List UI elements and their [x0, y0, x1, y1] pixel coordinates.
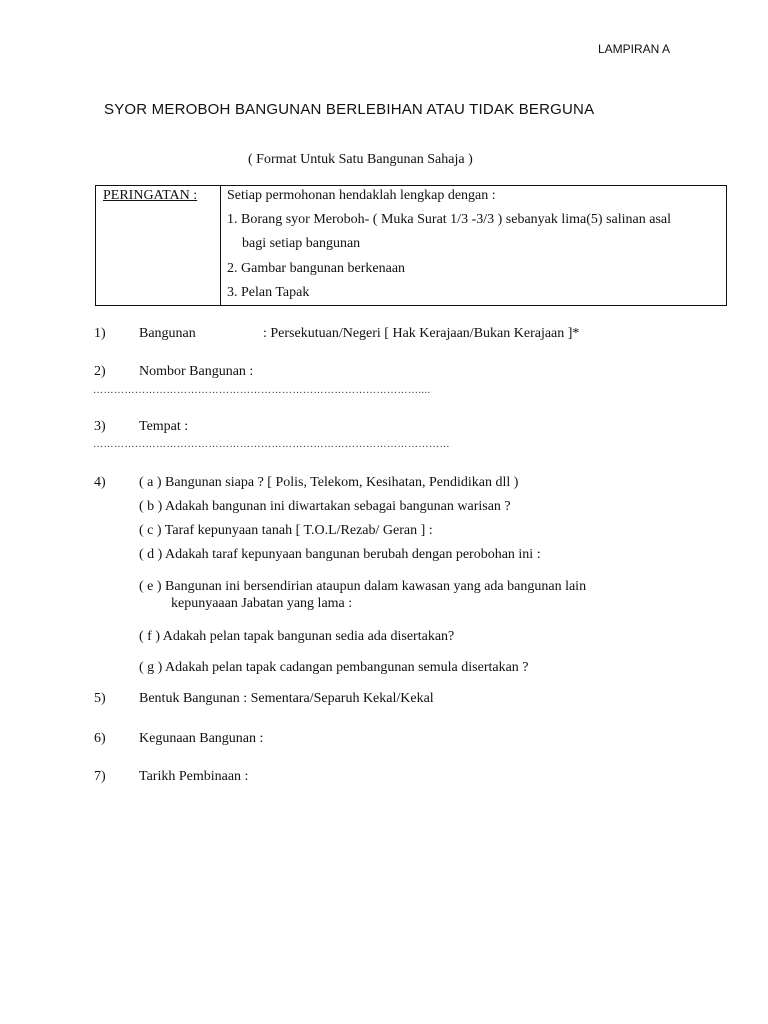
question-f: ( f ) Adakah pelan tapak bangunan sedia ada disertakan? [139, 629, 455, 644]
appendix-label: LAMPIRAN A [598, 42, 671, 56]
item-number: 3) [94, 419, 106, 434]
item-number: 6) [94, 731, 106, 746]
question-e-continued: kepunyaaan Jabatan yang lama : [171, 596, 353, 611]
warning-line: bagi setiap bangunan [242, 236, 361, 251]
item-number: 4) [94, 475, 106, 490]
item-label: Nombor Bangunan : [139, 364, 254, 379]
item-number: 7) [94, 769, 106, 784]
item-number: 1) [94, 326, 106, 341]
question-d: ( d ) Adakah taraf kepunyaan bangunan berubah dengan perobohan ini : [139, 547, 541, 562]
warning-line: Setiap permohonan hendaklah lengkap dengan : [227, 188, 496, 203]
item-label: Bangunan [139, 326, 196, 341]
building-number-field[interactable]: ………………………………………………………………………………….... [93, 385, 431, 396]
document-subtitle: ( Format Untuk Satu Bangunan Sahaja ) [248, 152, 473, 167]
question-c: ( c ) Taraf kepunyaan tanah [ T.O.L/Rezab/ Geran ] : [139, 523, 433, 538]
warning-divider [220, 186, 221, 305]
item-number: 5) [94, 691, 106, 706]
warning-box [95, 185, 727, 306]
question-b: ( b ) Adakah bangunan ini diwartakan sebagai bangunan warisan ? [139, 499, 511, 514]
item-label: Kegunaan Bangunan : [139, 731, 264, 746]
location-field[interactable]: ………………………………………………………………………………………… [93, 439, 450, 450]
item-label: Bentuk Bangunan : Sementara/Separuh Kekal/Kekal [139, 691, 434, 706]
question-g: ( g ) Adakah pelan tapak cadangan pembangunan semula disertakan ? [139, 660, 529, 675]
warning-line: 3. Pelan Tapak [227, 285, 310, 300]
warning-label: PERINGATAN : [103, 188, 198, 203]
question-a: ( a ) Bangunan siapa ? [ Polis, Telekom, Kesihatan, Pendidikan dll ) [139, 475, 519, 490]
building-ownership-value: : Persekutuan/Negeri [ Hak Kerajaan/Bukan Kerajaan ]* [263, 326, 580, 341]
item-label: Tarikh Pembinaan : [139, 769, 249, 784]
item-number: 2) [94, 364, 106, 379]
question-e: ( e ) Bangunan ini bersendirian ataupun dalam kawasan yang ada bangunan lain [139, 579, 587, 594]
item-label: Tempat : [139, 419, 189, 434]
document-title: SYOR MEROBOH BANGUNAN BERLEBIHAN ATAU TIDAK BERGUNA [104, 101, 595, 118]
warning-line: 2. Gambar bangunan berkenaan [227, 261, 406, 276]
warning-line: 1. Borang syor Meroboh- ( Muka Surat 1/3 -3/3 ) sebanyak lima(5) salinan asal [227, 212, 672, 227]
